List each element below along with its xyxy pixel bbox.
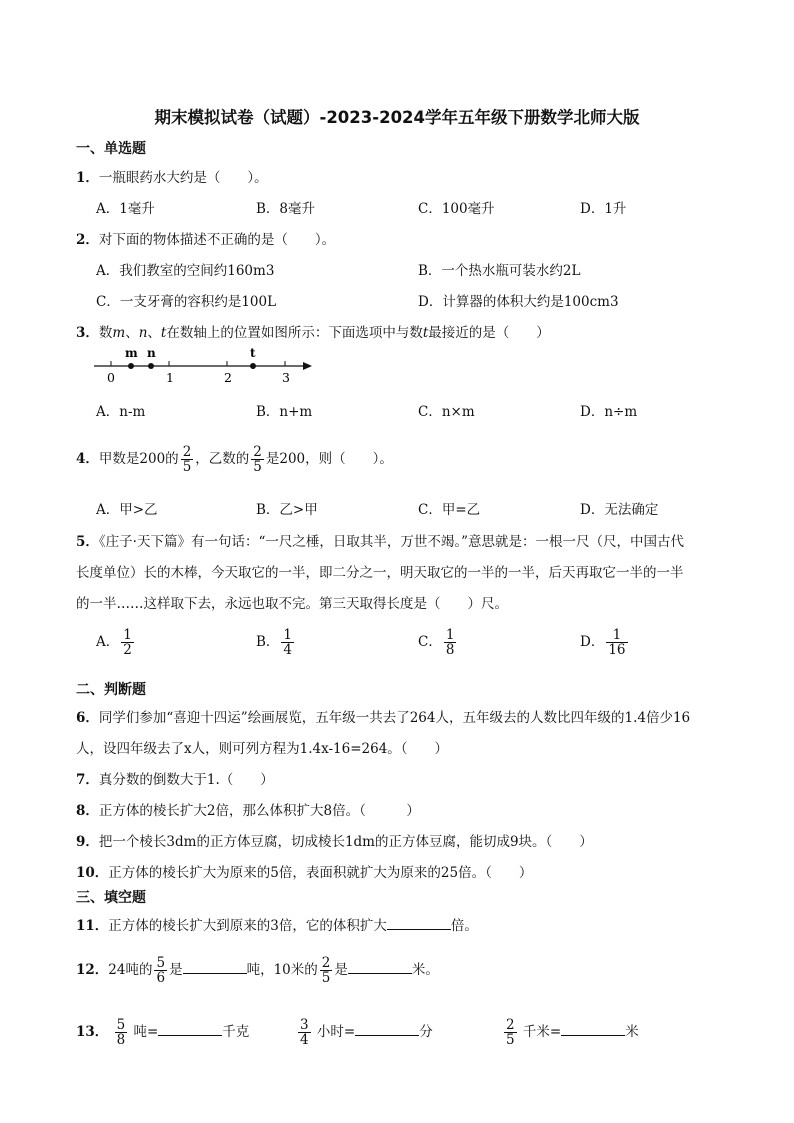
q2-option-d[interactable]: D．计算器的体积大约是100cm3 xyxy=(418,294,619,310)
fraction xyxy=(251,445,264,474)
option-letter: D． xyxy=(580,634,605,651)
question-3 xyxy=(76,321,550,341)
question-13 xyxy=(76,1012,249,1052)
option-letter: C． xyxy=(418,634,442,651)
q3-option-b[interactable]: B．n+m xyxy=(256,404,313,420)
fraction xyxy=(121,628,134,657)
sep: 、 xyxy=(125,325,139,341)
question-1 xyxy=(76,166,268,186)
numerator: 1 xyxy=(123,627,132,643)
question-10 xyxy=(76,861,532,881)
axis-arrow xyxy=(303,362,312,370)
question-text-c: 吨，10米的 xyxy=(246,962,318,978)
numerator: 1 xyxy=(445,627,455,643)
question-13-part-3 xyxy=(502,1012,639,1052)
question-number: 13． xyxy=(76,1024,109,1040)
tick-label-3: 3 xyxy=(282,370,290,385)
question-13-part-2 xyxy=(296,1012,433,1052)
q2-option-a[interactable]: A．我们教室的空间约160m3 xyxy=(96,263,275,279)
question-text-a: 数 xyxy=(98,325,113,341)
fraction xyxy=(444,628,457,657)
question-number: 7． xyxy=(76,772,99,788)
fraction xyxy=(504,1018,517,1047)
question-number: 11． xyxy=(76,918,109,934)
point-label-t: t xyxy=(250,346,256,360)
q4-option-c[interactable]: C．甲=乙 xyxy=(418,502,481,518)
fraction xyxy=(281,628,294,657)
option-letter: B． xyxy=(256,634,280,651)
question-number: 3． xyxy=(76,325,99,341)
fraction xyxy=(181,445,194,474)
sep: 、 xyxy=(147,325,161,341)
question-5-line-3: 的一半……这样取下去，永远也取不完。第三天取得长度是（ ）尺。 xyxy=(76,596,508,612)
question-11 xyxy=(76,914,478,934)
point-m xyxy=(128,363,134,369)
unit-label: 小时= xyxy=(316,1024,356,1040)
q1-option-a[interactable]: A．1毫升 xyxy=(96,201,155,217)
var-m: m xyxy=(112,325,126,341)
denominator: 5 xyxy=(182,459,192,475)
fraction xyxy=(115,1018,128,1047)
option-letter: A． xyxy=(96,634,120,651)
unit-result: 分 xyxy=(419,1024,433,1040)
answer-blank[interactable] xyxy=(158,1021,222,1036)
var-n: n xyxy=(138,325,148,341)
unit-result: 千克 xyxy=(222,1024,250,1040)
question-text: 正方体的棱长扩大2倍，那么体积扩大8倍。（ ） xyxy=(98,803,420,819)
unit-label: 吨= xyxy=(133,1024,159,1040)
tick-label-2: 2 xyxy=(224,370,232,385)
question-text-b: 倍。 xyxy=(450,918,478,934)
answer-blank[interactable] xyxy=(348,959,412,974)
question-text-d: 是 xyxy=(334,962,348,978)
q5-option-a[interactable] xyxy=(96,628,136,657)
numerator: 2 xyxy=(182,443,192,460)
numerator: 1 xyxy=(283,627,293,643)
question-text: 真分数的倒数大于1.（ ） xyxy=(98,772,274,788)
tick-label-1: 1 xyxy=(166,370,174,385)
section-heading-fill-in: 三、填空题 xyxy=(76,890,146,906)
point-label-m: m xyxy=(125,346,138,360)
numerator: 5 xyxy=(156,954,166,971)
question-number: 6． xyxy=(76,710,99,726)
question-text-e: 米。 xyxy=(411,962,439,978)
question-text-a: 甲数是200的 xyxy=(98,451,179,467)
point-n xyxy=(148,363,154,369)
question-number: 12． xyxy=(76,962,109,978)
q4-option-b[interactable]: B．乙>甲 xyxy=(256,502,318,518)
question-text: 正方体的棱长扩大为原来的5倍，表面积就扩大为原来的25倍。（ ） xyxy=(108,865,533,881)
unit-label: 千米= xyxy=(522,1024,562,1040)
question-2 xyxy=(76,228,335,248)
question-number: 8． xyxy=(76,803,99,819)
question-text-c: 是200，则（ ）。 xyxy=(265,451,393,467)
question-9 xyxy=(76,830,593,850)
q2-option-c[interactable]: C．一支牙膏的容积约是100L xyxy=(96,294,277,310)
numerator: 3 xyxy=(300,1016,309,1033)
question-text-b: 是 xyxy=(169,962,183,978)
question-number: 5． xyxy=(76,534,99,550)
denominator: 8 xyxy=(116,1032,126,1048)
unit-result: 米 xyxy=(625,1024,639,1040)
q5-option-c[interactable] xyxy=(418,628,458,657)
question-number: 4． xyxy=(76,451,99,467)
fraction xyxy=(320,956,333,985)
q1-option-c[interactable]: C．100毫升 xyxy=(418,201,495,217)
answer-blank[interactable] xyxy=(183,959,247,974)
question-number: 1． xyxy=(76,170,99,186)
question-number: 9． xyxy=(76,834,99,850)
fraction xyxy=(154,956,167,985)
fraction xyxy=(298,1018,311,1047)
question-6-line-2: 人，设四年级去了x人，则可列方程为1.4x-16=264。（ ） xyxy=(76,741,449,757)
answer-blank[interactable] xyxy=(387,915,451,930)
numerator: 2 xyxy=(253,443,262,460)
q3-option-d[interactable]: D．n÷m xyxy=(580,404,638,420)
question-5-line-1 xyxy=(76,530,684,550)
denominator: 4 xyxy=(283,642,293,659)
question-number: 10． xyxy=(76,865,109,881)
denominator: 16 xyxy=(608,642,626,659)
answer-blank[interactable] xyxy=(561,1021,625,1036)
denominator: 4 xyxy=(300,1032,309,1048)
question-number: 2． xyxy=(76,232,99,248)
numerator: 1 xyxy=(612,627,622,643)
question-text-b: ，乙数的 xyxy=(195,451,250,467)
section-heading-single-choice: 一、单选题 xyxy=(76,141,146,157)
point-t xyxy=(250,363,256,369)
numerator: 2 xyxy=(506,1016,515,1033)
question-text-a: 24吨的 xyxy=(108,962,153,978)
question-8 xyxy=(76,799,420,819)
var-t: t xyxy=(422,325,429,341)
question-text: 一瓶眼药水大约是（ ）。 xyxy=(98,170,268,186)
q5-option-b[interactable] xyxy=(256,628,296,657)
q2-option-b[interactable]: B．一个热水瓶可装水约2L xyxy=(418,263,581,279)
question-text-c: 最接近的是（ ） xyxy=(428,325,550,341)
point-label-n: n xyxy=(147,346,156,360)
denominator: 2 xyxy=(123,642,132,659)
question-text: 对下面的物体描述不正确的是（ ）。 xyxy=(98,232,336,248)
tick-label-0: 0 xyxy=(107,370,115,385)
question-5-line-2: 长度单位）长的木棒，今天取它的一半，即二分之一，明天取它的一半的一半，后天再取它一半的一半 xyxy=(76,565,684,581)
question-6-line-1 xyxy=(76,706,690,726)
question-12 xyxy=(76,950,439,990)
q1-option-b[interactable]: B．8毫升 xyxy=(256,201,316,217)
question-text: 同学们参加“喜迎十四运”绘画展览，五年级一共去了264人，五年级去的人数比四年级的1.4倍少16 xyxy=(98,710,691,726)
question-text-b: 在数轴上的位置如图所示：下面选项中与数 xyxy=(166,325,423,341)
q3-option-c[interactable]: C．n×m xyxy=(418,404,475,420)
denominator: 8 xyxy=(445,642,455,659)
denominator: 5 xyxy=(321,970,331,986)
page-title: 期末模拟试卷（试题）-2023-2024学年五年级下册数学北师大版 xyxy=(154,108,640,127)
q1-option-d[interactable]: D．1升 xyxy=(580,201,627,217)
q4-option-a[interactable]: A．甲>乙 xyxy=(96,502,158,518)
q5-option-d[interactable] xyxy=(580,628,630,657)
fraction xyxy=(606,628,627,657)
question-text: 把一个棱长3dm的正方体豆腐，切成棱长1dm的正方体豆腐，能切成9块。（ ） xyxy=(98,834,593,850)
question-text-a: 正方体的棱长扩大到原来的3倍，它的体积扩大 xyxy=(108,918,387,934)
var-t: t xyxy=(160,325,167,341)
numerator: 2 xyxy=(321,954,331,971)
denominator: 5 xyxy=(506,1032,515,1048)
q3-option-a[interactable]: A．n-m xyxy=(96,404,146,420)
answer-blank[interactable] xyxy=(355,1021,419,1036)
denominator: 6 xyxy=(156,970,166,986)
number-line xyxy=(88,344,318,386)
question-text: 《庄子·天下篇》有一句话：“一尺之棰，日取其半，万世不竭。”意思就是：一根一尺（尺，中国古代 xyxy=(98,534,684,550)
numerator: 5 xyxy=(116,1016,126,1033)
question-7 xyxy=(76,768,274,788)
section-heading-true-false: 二、判断题 xyxy=(76,682,146,698)
question-4 xyxy=(76,439,393,479)
q4-option-d[interactable]: D．无法确定 xyxy=(580,502,659,518)
denominator: 5 xyxy=(253,459,262,475)
